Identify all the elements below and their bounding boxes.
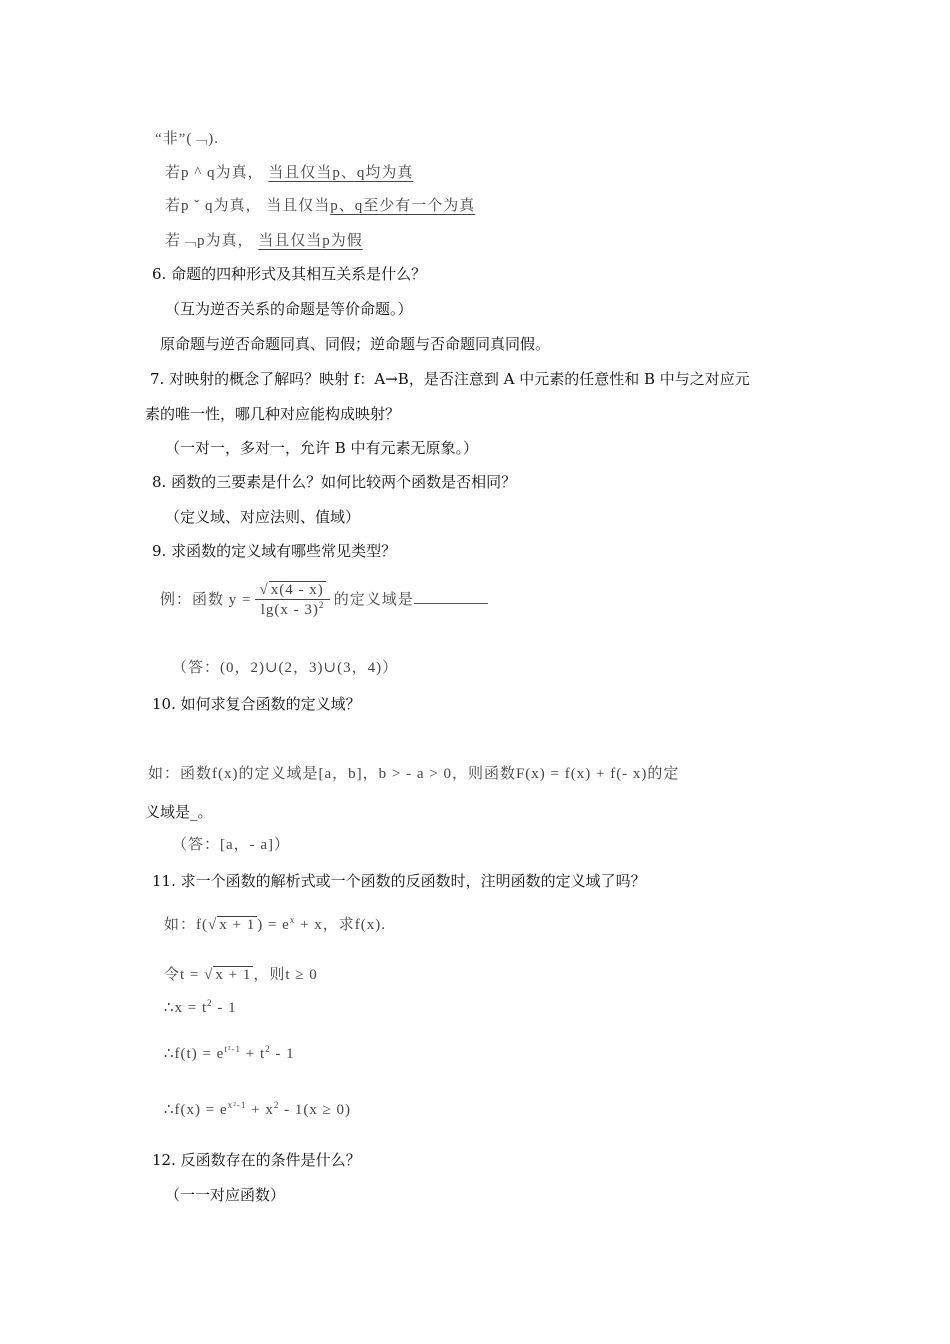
fraction-denominator: lg(x - 3): [260, 602, 319, 618]
q11-step1-prefix: 令t =: [164, 967, 205, 983]
q10-example-line2: 义域是_。: [145, 803, 213, 821]
q12-question: 12. 反函数存在的条件是什么？: [152, 1151, 361, 1169]
logic-condition: p为假: [322, 233, 363, 249]
q8-question: 8. 函数的三要素是什么？如何比较两个函数是否相同？: [152, 473, 517, 491]
logic-condition-label: 当且仅当: [268, 165, 333, 181]
logic-premise: 若p ^ q为真，: [165, 165, 264, 181]
q7-question-line1: 7. 对映射的概念了解吗？映射 f：A→B，是否注意到 A 中元素的任意性和 B 中与之对应元: [150, 370, 750, 388]
q11-example-exponent: x: [289, 915, 296, 925]
q7-answer: （一对一，多对一，允许 B 中有元素无原象。）: [165, 439, 479, 457]
q11-example-suffix: + x，求f(x).: [295, 917, 387, 933]
q11-question: 11. 求一个函数的解析式或一个函数的反函数时，注明函数的定义域了吗？: [152, 872, 646, 890]
q11-step3: [164, 1044, 295, 1063]
q11-step3-exponent: t²-1: [224, 1044, 242, 1054]
logic-premise: 若﹁p为真，: [165, 233, 254, 249]
q6-detail: 原命题与逆否命题同真、同假；逆命题与否命题同真同假。: [160, 335, 551, 353]
logic-condition-label: 当且仅当: [258, 233, 323, 249]
denominator-exponent: 2: [318, 600, 325, 610]
q6-answer: （互为逆否关系的命题是等价命题。）: [165, 300, 413, 318]
q6-question: 6. 命题的四种形式及其相互关系是什么？: [152, 265, 427, 283]
q11-step2: [164, 998, 237, 1017]
q10-answer: （答：[a，- a]）: [172, 837, 291, 853]
logic-intro: “非”(﹁).: [155, 131, 220, 147]
q11-example-prefix: 如：f(: [164, 917, 208, 933]
logic-premise: 若p ˇ q为真，: [165, 198, 262, 214]
q11-step1: 令t = √ x + 1 ，则t ≥ 0: [164, 967, 318, 983]
q11-step3-tail: - 1: [270, 1046, 295, 1062]
logic-condition: p、q均为真: [332, 165, 414, 181]
q11-step4-exponent2: 2: [273, 1100, 280, 1110]
answer-blank: [414, 589, 488, 604]
q11-step1-radicand: x + 1: [215, 967, 252, 983]
q11-step1-suffix: ，则t ≥ 0: [253, 967, 318, 983]
fraction-numerator: x(4 - x): [270, 582, 324, 598]
q7-question-line2: 素的唯一性，哪几种对应能构成映射？: [145, 405, 401, 423]
q9-answer: （答：(0，2)∪(2，3)∪(3，4)）: [172, 660, 399, 676]
q11-step4-mid: + x: [246, 1102, 274, 1118]
q10-question: 10. 如何求复合函数的定义域？: [152, 695, 361, 713]
q9-example: [160, 582, 488, 619]
domain-fraction: $\frac{√ x(4 - x)}{\lg(x - 3)^2}$: [255, 582, 329, 619]
q11-step4-tail: - 1(x ≥ 0): [279, 1102, 352, 1118]
logic-line-not: [165, 229, 363, 250]
q11-step2-main: ∴x = t: [164, 1000, 208, 1016]
logic-line-and: [165, 161, 413, 182]
q11-example-radicand: x + 1: [219, 917, 256, 933]
q12-answer: （一一对应函数）: [165, 1186, 286, 1204]
q11-step4: [164, 1100, 351, 1119]
q11-step2-tail: - 1: [212, 1000, 237, 1016]
q9-example-suffix: 的定义域是: [333, 591, 414, 608]
logic-condition: p、q至少有一个为真: [330, 198, 476, 214]
q11-example-mid: ) = e: [257, 917, 290, 933]
q11-step4-exponent: x²-1: [227, 1100, 247, 1110]
logic-condition-label: 当且仅当: [266, 198, 331, 214]
logic-line-or: [165, 194, 475, 215]
q10-example: 如：函数f(x)的定义域是[a，b]，b > - a > 0，则函数F(x) = f(x) + f(- x)的定: [148, 766, 680, 782]
q11-step3-mid: + t: [241, 1046, 266, 1062]
q11-example: 如：f(√ x + 1 ) = $e^x + x$，求f(x).: [164, 915, 387, 933]
q8-answer: （定义域、对应法则、值域）: [165, 508, 361, 526]
q11-step3-exponent2: 2: [265, 1044, 271, 1054]
q11-step2-exponent: 2: [207, 998, 213, 1008]
q9-question: 9. 求函数的定义域有哪些常见类型？: [152, 542, 397, 560]
q11-step4-prefix: ∴f(x) = e: [164, 1102, 228, 1118]
q9-example-prefix: 例：函数 y =: [160, 591, 252, 608]
q11-step3-prefix: ∴f(t) = e: [164, 1046, 225, 1062]
